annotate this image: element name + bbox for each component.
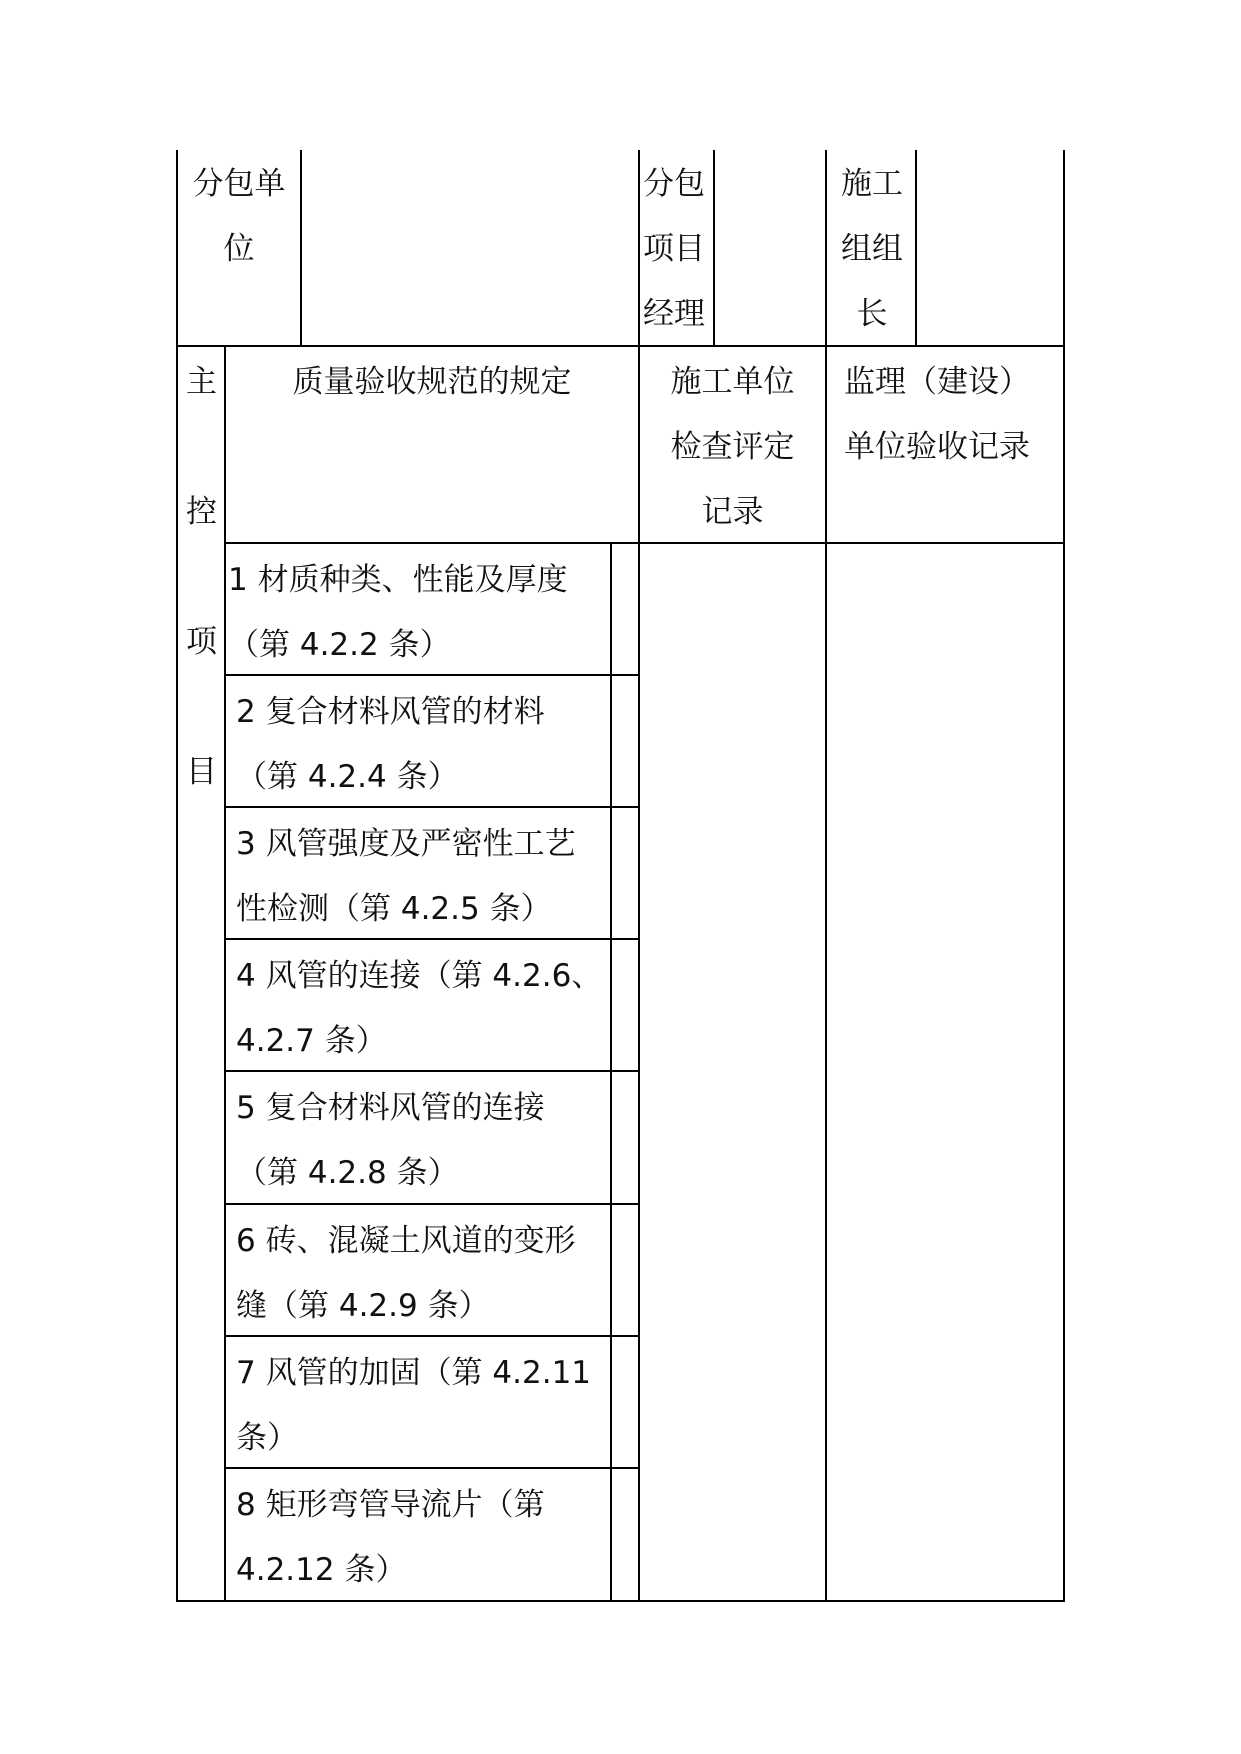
supervision-header: 监理（建设） 单位验收记录 [844,364,1030,465]
crew-leader-value[interactable] [919,152,1061,342]
divider-crew-label-right [915,150,917,346]
item-text-8: 8 矩形弯管导流片（第 4.2.12 条） [236,1487,545,1588]
divider-check-column [610,543,612,1602]
main-control-items-label: 主 控 项 目 [186,364,217,790]
item-text-2: 2 复合材料风管的材料 （第 4.2.4 条） [236,694,545,795]
item-text-4: 4 风管的连接（第 4.2.6、 4.2.7 条） [236,958,603,1059]
table-border-left [176,150,178,1602]
item-text-6: 6 砖、混凝土风道的变形 缝（第 4.2.9 条） [236,1223,576,1324]
item-check-2[interactable] [613,680,637,804]
item-check-7[interactable] [613,1341,637,1465]
divider-supervision-left [825,345,827,1602]
item-text-7: 7 风管的加固（第 4.2.11 条） [236,1355,592,1456]
supervision-record-cell[interactable] [829,546,1061,1598]
item-check-5[interactable] [613,1076,637,1200]
sub-pm-value[interactable] [717,152,823,342]
sub-pm-label: 分包 项目 经理 [643,166,705,332]
item-check-1[interactable] [613,548,637,672]
construction-check-header: 施工单位 检查评定 记录 [670,364,795,530]
divider-main-control [224,345,226,1602]
divider-pm-label-right [713,150,715,346]
divider-crew-label-left [825,150,827,346]
header-row-bottom [176,345,1065,347]
item-check-3[interactable] [613,812,637,936]
item-text-3: 3 风管强度及严密性工艺 性检测（第 4.2.5 条） [236,826,576,927]
item-text-1: 1 材质种类、性能及厚度 （第 4.2.2 条） [228,562,568,663]
divider-pm-label-left [638,150,640,346]
item-text-5: 5 复合材料风管的连接 （第 4.2.8 条） [236,1090,545,1191]
table-border-right [1063,150,1065,1602]
crew-leader-label: 施工 组组 长 [841,166,903,332]
construction-record-cell[interactable] [642,546,823,1598]
item-check-8[interactable] [613,1473,637,1597]
spec-header: 质量验收规范的规定 [292,364,572,400]
item-check-6[interactable] [613,1209,637,1333]
subcontractor-label: 分包单 位 [192,166,286,267]
divider-sub-label [300,150,302,346]
subcontractor-value[interactable] [304,152,636,342]
item-check-4[interactable] [613,944,637,1068]
